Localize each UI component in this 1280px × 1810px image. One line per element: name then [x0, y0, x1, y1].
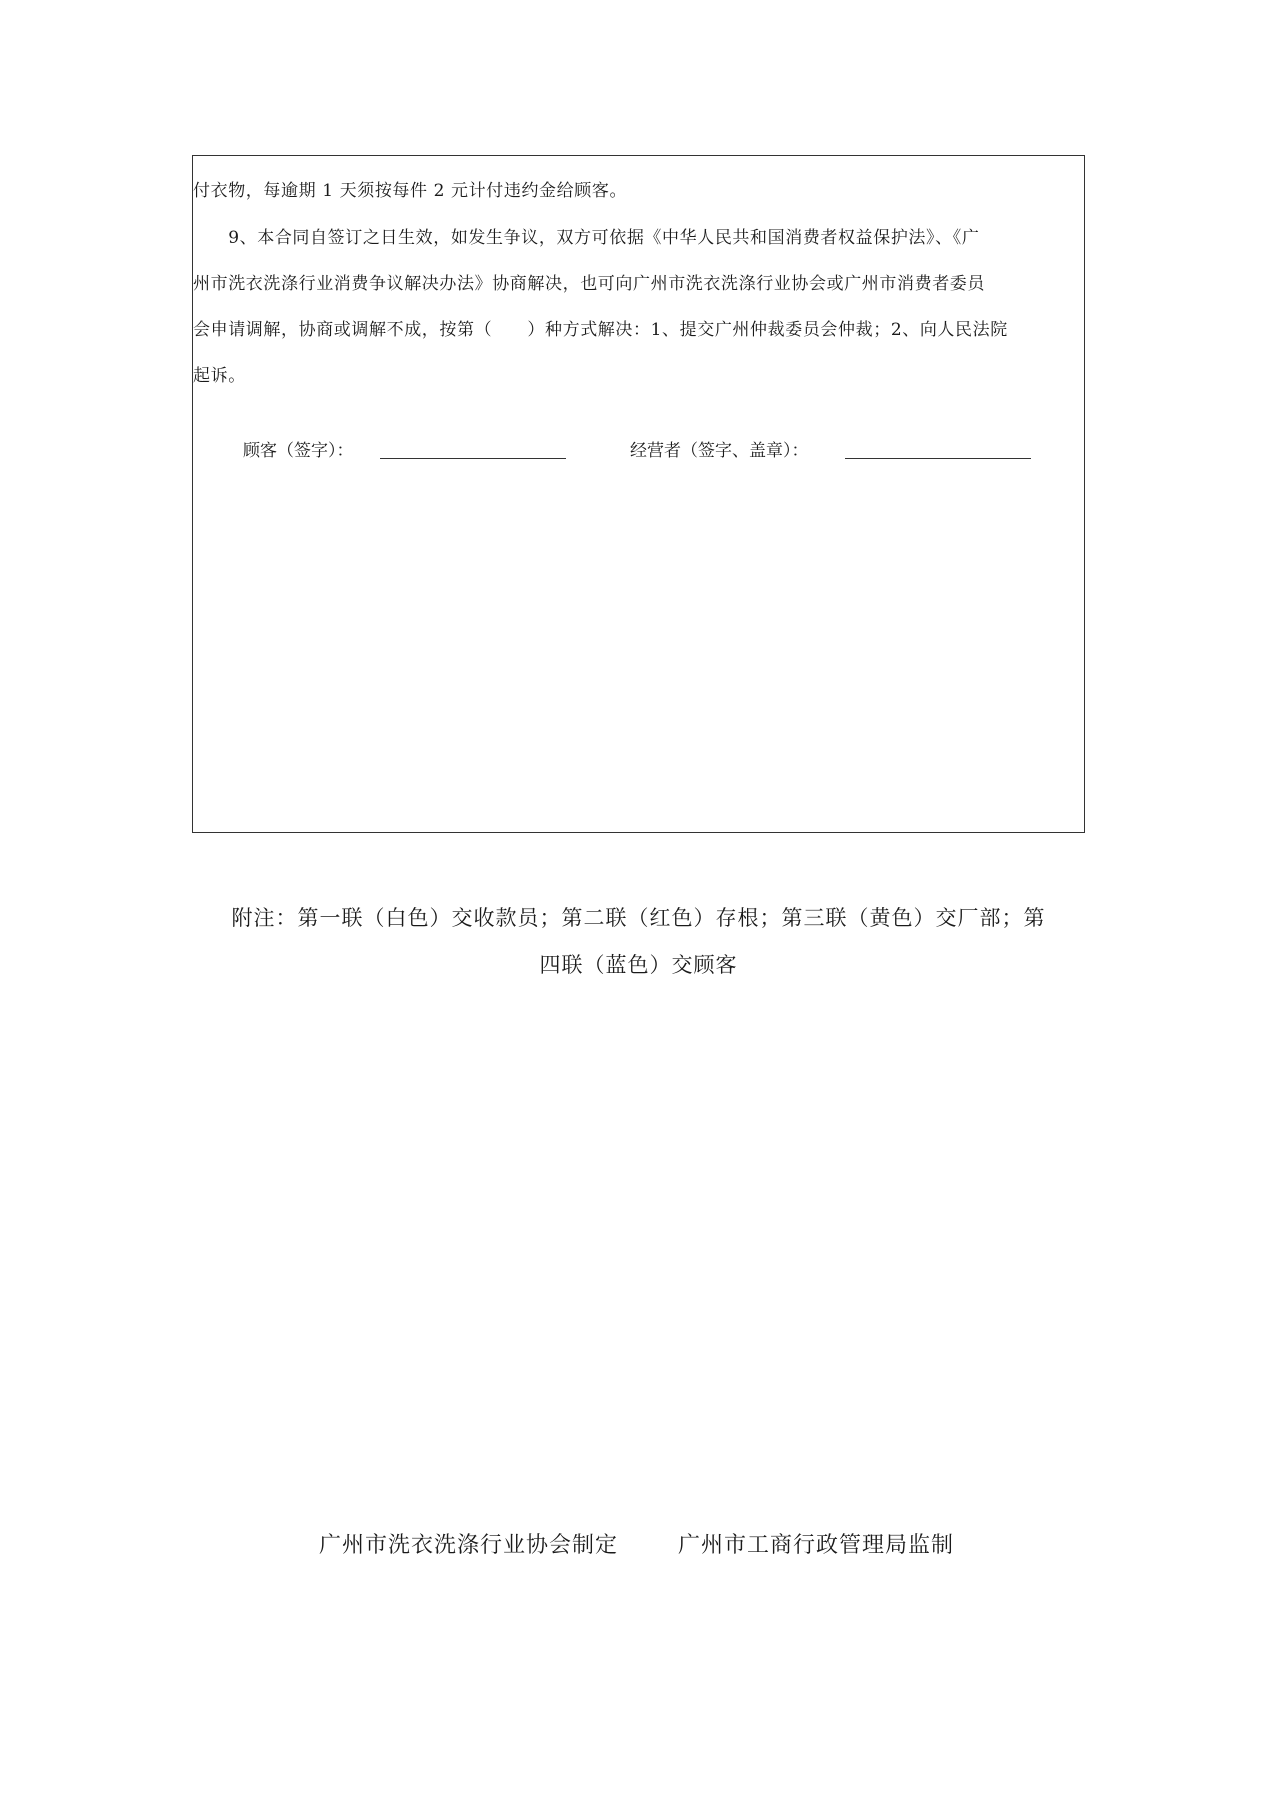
contract-box	[192, 155, 1085, 833]
contract-line-2: 9、本合同自签订之日生效，如发生争议，双方可依据《中华人民共和国消费者权益保护法》、《广	[193, 228, 980, 248]
contract-line-4: 会申请调解，协商或调解不成，按第（ ）种方式解决：1、提交广州仲裁委员会仲裁；2、向人民法院	[193, 320, 1008, 340]
contract-line-3: 州市洗衣洗涤行业消费争议解决办法》协商解决，也可向广州市洗衣洗涤行业协会或广州市消费者委员	[193, 274, 985, 294]
contract-line-1: 付衣物，每逾期 1 天须按每件 2 元计付违约金给顾客。	[193, 181, 628, 201]
contract-line-5: 起诉。	[193, 366, 246, 386]
customer-signature-field[interactable]	[380, 458, 566, 459]
operator-signature-label: 经营者（签字、盖章）：	[630, 441, 809, 461]
note-line-2: 四联（蓝色）交顾客	[539, 953, 738, 977]
footer-maker: 广州市洗衣洗涤行业协会制定	[319, 1533, 619, 1558]
operator-signature-field[interactable]	[845, 458, 1031, 459]
note-line-1: 附注：第一联（白色）交收款员；第二联（红色）存根；第三联（黄色）交厂部；第	[231, 906, 1046, 930]
customer-signature-label: 顾客（签字）：	[243, 441, 354, 461]
footer-supervisor: 广州市工商行政管理局监制	[678, 1533, 955, 1558]
